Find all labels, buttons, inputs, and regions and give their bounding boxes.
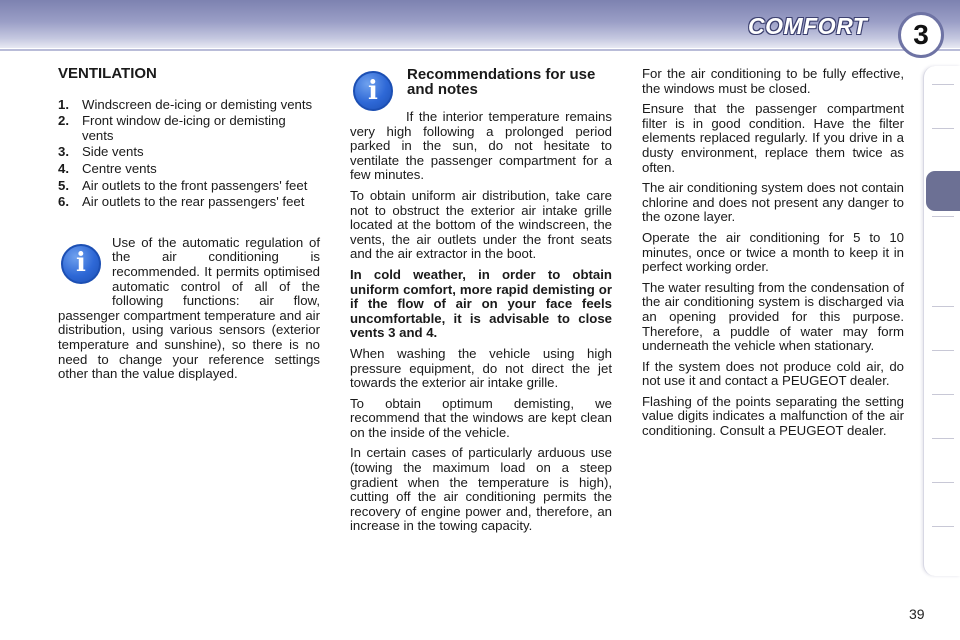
item-text: Side vents <box>82 144 144 160</box>
chapter-title: COMFORT <box>748 13 868 39</box>
recommendations-title: Recommendations for use and notes <box>407 66 596 98</box>
header-rule <box>0 49 960 51</box>
paragraph: The water resulting from the condensation of the air conditioning system is discharged via an opening provided for this purpose. Therefore, a puddle of water may form underneath the vehicle when stationary. <box>642 279 904 354</box>
paragraph: Flashing of the points separating the setting value digits indicates a malfunction of the air conditioning. Consult a PEUGEOT dealer. <box>642 393 904 439</box>
list-item <box>58 145 320 160</box>
item-number: 4. <box>58 160 69 176</box>
ventilation-column <box>58 64 320 382</box>
vent-list <box>58 98 320 210</box>
item-text: Front window de-icing or demisting vents <box>82 113 286 143</box>
item-number: 5. <box>58 177 69 193</box>
item-text: Air outlets to the rear passengers' feet <box>82 194 305 210</box>
paragraph: When washing the vehicle using high pressure equipment, do not direct the jet towards the exterior air intake grille. <box>350 345 612 391</box>
item-text: Centre vents <box>82 160 157 176</box>
paragraph: For the air conditioning to be fully effective, the windows must be closed. <box>642 66 904 96</box>
side-tab-divider <box>932 438 954 439</box>
section-title: VENTILATION <box>58 65 157 82</box>
info-note <box>58 236 320 382</box>
side-tab-divider <box>932 128 954 129</box>
paragraph: In certain cases of particularly arduous use (towing the maximum load on a steep gradient when the temperature is high), cutting off the air conditioning permits the recovery of engine power and, therefore, an increase in the towing capacity. <box>350 445 612 534</box>
page-number: 39 <box>909 606 925 622</box>
notes-column <box>642 64 904 445</box>
chapter-number-badge: 3 <box>898 12 944 58</box>
recommendations-header <box>350 64 612 120</box>
side-tab-divider <box>932 84 954 85</box>
info-text-content: Use of the automatic regulation of the air conditioning is recommended. It permits optimised automatic control of all of the following functions: air flow, passenger compartment temperature and air distribution, using various sensors (exterior temperature and sunshine), so there is no need to change your reference settings other than the value displayed. <box>58 234 320 382</box>
side-tabs <box>923 66 960 576</box>
recommendations-column <box>350 64 612 540</box>
item-text: Air outlets to the front passengers' feet <box>82 177 308 193</box>
list-item <box>58 114 320 143</box>
side-tab-active[interactable] <box>926 171 960 211</box>
item-number: 6. <box>58 194 69 210</box>
paragraph: The air conditioning system does not contain chlorine and does not present any danger to the ozone layer. <box>642 180 904 225</box>
paragraph: Ensure that the passenger compartment filter is in good condition. Have the filter elements replaced regularly. If you drive in a dusty environment, replace them twice as often. <box>642 101 904 175</box>
info-icon: i <box>353 71 393 111</box>
item-number: 1. <box>58 96 69 112</box>
paragraph-emphasis: In cold weather, in order to obtain uniform comfort, more rapid demisting or if the flow of air on your face feels uncomfortable, it is advisable to close vents 3 and 4. <box>350 266 612 341</box>
list-item <box>58 98 320 113</box>
paragraph: To obtain uniform air distribution, take care not to obstruct the exterior air intake grille located at the bottom of the windscreen, the vents, the air outlets under the front seats and the air extractor in the boot. <box>350 187 612 262</box>
paragraph: If the interior temperature remains very high following a prolonged period parked in the sun, do not hesitate to ventilate the passenger compartment for a few minutes. <box>350 109 612 183</box>
list-item <box>58 195 320 210</box>
info-icon: i <box>61 244 101 284</box>
side-tab-divider <box>932 306 954 307</box>
list-item <box>58 179 320 194</box>
paragraph: To obtain optimum demisting, we recommend that the windows are kept clean on the inside of the vehicle. <box>350 395 612 440</box>
item-text: Windscreen de-icing or demisting vents <box>82 96 313 112</box>
side-tab-divider <box>932 350 954 351</box>
list-item <box>58 162 320 177</box>
item-number: 2. <box>58 113 69 129</box>
item-number: 3. <box>58 144 69 160</box>
paragraph: Operate the air conditioning for 5 to 10 minutes, once or twice a month to keep it in perfect working order. <box>642 229 904 275</box>
paragraph: If the system does not produce cold air, do not use it and contact a PEUGEOT dealer. <box>642 358 904 389</box>
side-tab-divider <box>932 216 954 217</box>
side-tab-divider <box>932 482 954 483</box>
side-tab-divider <box>932 394 954 395</box>
side-tab-divider <box>932 526 954 527</box>
